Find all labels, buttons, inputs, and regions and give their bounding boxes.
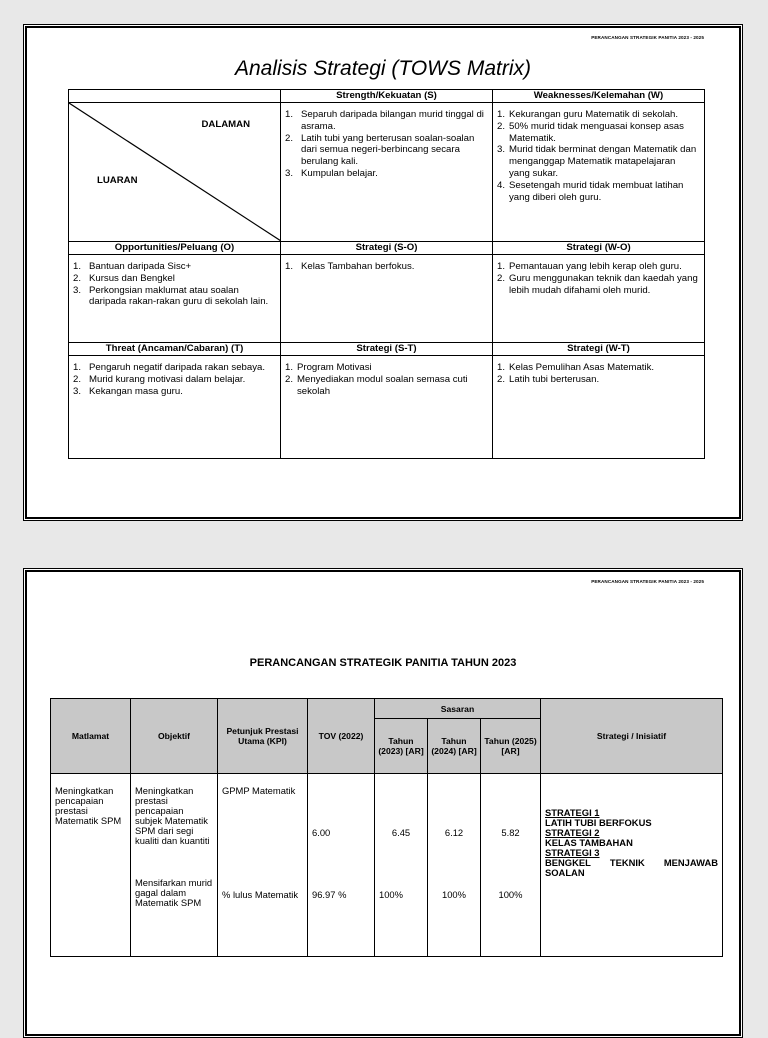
weaknesses-cell	[493, 103, 705, 242]
strategy-3: STRATEGI 3 BENGKEL TEKNIK MENJAWAB SOALAN	[545, 847, 718, 878]
weakness-header: Weaknesses/Kelemahan (W)	[493, 90, 705, 103]
document-page-2	[23, 568, 743, 1038]
strategy-1: STRATEGI 1 LATIH TUBI BERFOKUS	[545, 807, 652, 828]
col-2025: Tahun (2025) [AR]	[481, 719, 541, 774]
wt-cell	[493, 356, 705, 459]
list-item: 2. Latih tubi berterusan.	[497, 373, 600, 385]
page-header: PERANCANGAN STRATEGIK PANITIA 2023 - 2025	[591, 579, 704, 584]
tows-title: Analisis Strategi (TOWS Matrix)	[235, 57, 531, 80]
threats-cell	[69, 356, 281, 459]
list-item: 1. Bantuan daripada Sisc+	[73, 261, 192, 272]
col-matlamat: Matlamat	[51, 699, 131, 774]
plan-title: PERANCANGAN STRATEGIK PANITIA TAHUN 2023	[249, 657, 517, 669]
matlamat-cell: Meningkatkan pencapaian prestasi Matematik SPM	[51, 774, 131, 957]
col-objektif: Objektif	[131, 699, 218, 774]
col-2023: Tahun (2023) [AR]	[375, 719, 428, 774]
tows-matrix	[68, 89, 705, 459]
wo-header: Strategi (W-O)	[493, 242, 705, 255]
label-luaran: LUARAN	[97, 175, 138, 186]
st-cell	[281, 356, 493, 459]
sasaran-2023-cell	[375, 774, 428, 957]
strengths-cell	[281, 103, 493, 242]
opportunity-header: Opportunities/Peluang (O)	[69, 242, 281, 255]
strategy-2: STRATEGI 2 KELAS TAMBAHAN	[545, 827, 633, 848]
wt-header: Strategi (W-T)	[493, 343, 705, 356]
so-header: Strategi (S-O)	[281, 242, 493, 255]
sasaran-2023-1: 6.45	[391, 827, 411, 838]
diagonal-cell	[69, 103, 281, 242]
document-page-1	[23, 24, 743, 521]
list-item: 1. Program Motivasi	[285, 362, 372, 373]
label-dalaman: DALAMAN	[201, 119, 250, 130]
col-sasaran: Sasaran	[375, 699, 541, 719]
list-item: 1. Pemantauan yang lebih kerap oleh guru.	[497, 261, 682, 272]
sasaran-2025-2: 100%	[498, 889, 523, 900]
kpi-1: GPMP Matematik	[222, 785, 296, 796]
list-item: 2. Guru menggunakan teknik dan kaedah yang lebih mudah difahami oleh murid.	[497, 272, 698, 296]
list-item: 3. Murid tidak berminat dengan Matematik dan menganggap Matematik matapelajaran yang sukar.	[497, 144, 697, 179]
list-item: 3. Kumpulan belajar.	[285, 167, 378, 179]
strength-header: Strength/Kekuatan (S)	[281, 90, 493, 103]
list-item: 3. Perkongsian maklumat atau soalan daripada rakan-rakan guru di sekolah lain.	[73, 284, 269, 308]
col-kpi: Petunjuk Prestasi Utama (KPI)	[218, 699, 308, 774]
sasaran-2025-1: 5.82	[501, 827, 520, 838]
col-tov: TOV (2022)	[308, 699, 375, 774]
sasaran-2025-cell	[481, 774, 541, 957]
so-cell	[281, 255, 493, 343]
tov-2: 96.97 %	[312, 889, 347, 900]
st-header: Strategi (S-T)	[281, 343, 493, 356]
list-item: 4. Sesetengah murid tidak membuat latihan yang diberi oleh guru.	[497, 179, 684, 203]
sasaran-2024-cell	[428, 774, 481, 957]
tov-1: 6.00	[312, 827, 331, 838]
list-item: 3. Kekangan masa guru.	[73, 385, 183, 397]
objektif-2: Mensifarkan murid gagal dalam Matematik SPM	[135, 877, 213, 908]
kpi-cell	[218, 774, 308, 957]
sasaran-2024-1: 6.12	[444, 827, 464, 838]
objektif-cell	[131, 774, 218, 957]
objektif-1: Meningkatkan prestasi pencapaian subjek Matematik SPM dari segi kualiti dan kuantiti	[135, 785, 210, 846]
list-item: 2. Murid kurang motivasi dalam belajar.	[73, 373, 246, 385]
list-item: 1. Separuh daripada bilangan murid tinggal di asrama.	[285, 109, 484, 132]
sasaran-2023-2: 100%	[379, 889, 403, 900]
list-item: 1. Kelas Pemulihan Asas Matematik.	[497, 362, 655, 373]
list-item: 1. Pengaruh negatif daripada rakan sebaya.	[73, 362, 266, 373]
tov-cell	[308, 774, 375, 957]
strategi-cell	[541, 774, 723, 957]
list-item: 1. Kekurangan guru Matematik di sekolah.	[497, 109, 679, 120]
list-item: 2. Menyediakan modul soalan semasa cuti sekolah	[285, 373, 468, 397]
opportunities-cell	[69, 255, 281, 343]
list-item: 2. 50% murid tidak menguasai konsep asas Matematik.	[497, 120, 684, 144]
col-2024: Tahun (2024) [AR]	[428, 719, 481, 774]
wo-cell	[493, 255, 705, 343]
threat-header: Threat (Ancaman/Cabaran) (T)	[69, 343, 281, 356]
strategic-plan-table	[50, 698, 723, 957]
list-item: 2. Latih tubi yang berterusan soalan-soalan dari semua negeri-berbincang secara berulang kali.	[285, 132, 475, 168]
list-item: 1. Kelas Tambahan berfokus.	[285, 261, 415, 272]
col-strategi: Strategi / Inisiatif	[541, 699, 723, 774]
page-header: PERANCANGAN STRATEGIK PANITIA 2023 - 2025	[591, 35, 704, 40]
sasaran-2024-2: 100%	[442, 889, 466, 900]
kpi-2: % lulus Matematik	[222, 889, 299, 900]
list-item: 2. Kursus dan Bengkel	[73, 272, 175, 284]
